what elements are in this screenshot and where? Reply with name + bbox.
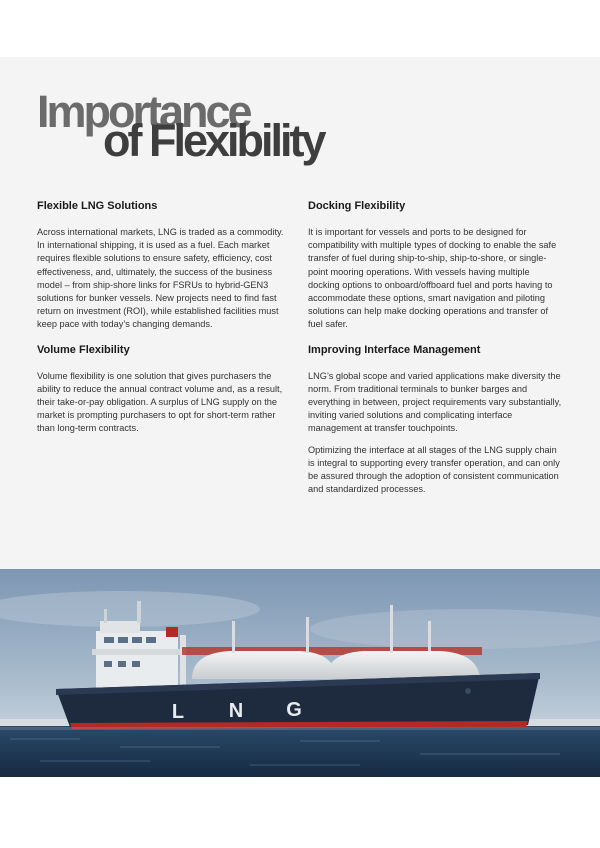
section-body-interface-2: Optimizing the interface at all stages of the LNG supply chain is integral to supporting every transfer operation, and can only be assured through the adoption of consistent communication and standardized processes. xyxy=(308,444,560,495)
section-body-interface: LNG’s global scope and varied applications make diversity the norm. From traditional terminals to bunker barges and everything in between, project requirements vary substantially, inviting varied solutions and complicating interface management at transfer touchpoints. xyxy=(308,370,562,434)
section-heading-interface: Improving Interface Management xyxy=(308,343,481,356)
title-line-2: of Flexibility xyxy=(103,115,324,166)
hull-letter-g: G xyxy=(286,699,302,721)
section-heading-volume: Volume Flexibility xyxy=(37,343,130,356)
section-body-docking: It is important for vessels and ports to be designed for compatibility with multiple types of docking to enable the safe transfer of fuel during ship-to-ship, ship-to-shore, or single-point mooring operations. With vessels having multiple docking options to onboard/offboard fuel and ports having to accommodate these options, smart navigation and piloting solutions can help make docking operations and transfer of fuel safer. xyxy=(308,227,557,330)
right-column xyxy=(308,200,563,496)
section-body-flexible-lng: Across international markets, LNG is traded as a commodity. In international shipping, it is used as a fuel. Each market requires flexible solutions to ensure safety, efficiency, cost effectiveness, and, ultimately, the success of the business model – from ship-shore links for FSRUs to hybrid-GEN3 solutions for bunker vessels. New projects need to find fast return on investment (ROI), while established facilities must keep pace with today’s changing demands. xyxy=(37,227,284,330)
section-body-volume: Volume flexibility is one solution that gives purchasers the ability to reduce the annual contract volume and, as a result, their take-or-pay obligation. A surplus of LNG supply on the market is prompting purchasers to opt for short-term rather than long-term contracts. xyxy=(37,370,283,434)
lng-tanker-photo xyxy=(0,569,600,777)
sea xyxy=(0,726,600,777)
hull-letter-n: N xyxy=(228,700,244,722)
section-heading-docking: Docking Flexibility xyxy=(308,200,406,212)
left-column xyxy=(37,200,292,436)
page-title xyxy=(37,86,324,166)
title-line-1: Importance xyxy=(37,86,250,137)
section-heading-flexible-lng: Flexible LNG Solutions xyxy=(37,200,158,212)
hull-letter-l: L xyxy=(171,701,185,723)
lng-tanker-illustration xyxy=(0,569,600,777)
